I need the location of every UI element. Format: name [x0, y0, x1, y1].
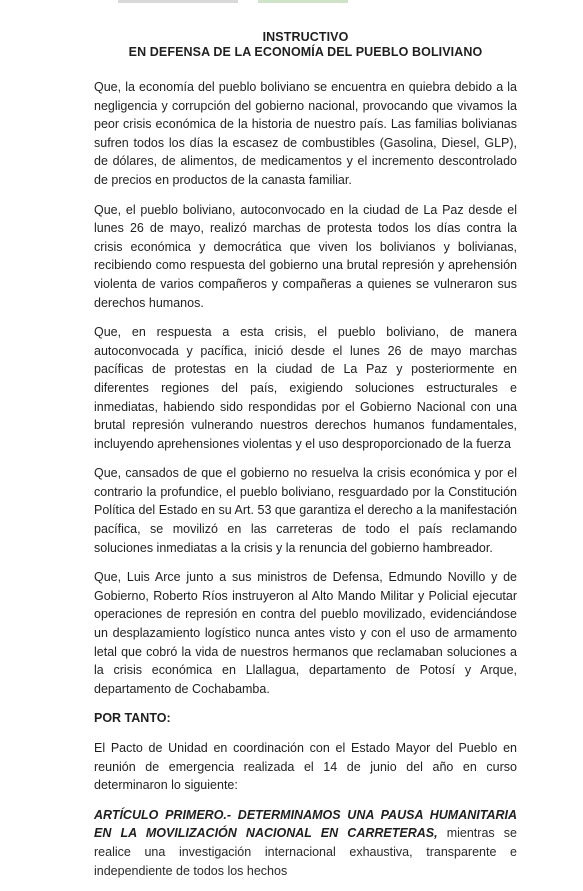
paragraph-4: Que, cansados de que el gobierno no resuelva la crisis económica y por el contrario la profundice, el pueblo boliviano, resguardado por la Constitución Política del Estado en su Art. 53 que garantiza el derecho a la manifestación pacífica, se movilizó en las carreteras de todo el país reclamando soluciones inmediatas a la crisis y la renuncia del gobierno hambreador.: [94, 466, 517, 555]
header-fragment: [258, 0, 348, 3]
article-1-heading: ARTÍCULO PRIMERO.- DETERMINAMOS UNA PAUSA HUMANITARIA EN LA MOVILIZACIÓN NACIONAL EN CARRETERAS,: [94, 807, 517, 841]
article-1: [94, 806, 517, 880]
paragraph-3: Que, en respuesta a esta crisis, el pueblo boliviano, de manera autoconvocada y pacífica, inició desde el lunes 26 de mayo marchas pacíficas de protestas en la ciudad de La Paz y posteriormente en diferentes regiones del país, exigiendo soluciones estructurales e inmediatas, habiendo sido respondidas por el Gobierno Nacional con una brutal represión vulnerando nuestros derechos humanos fundamentales, incluyendo aprehensiones violentas y el uso desproporcionado de la fuerza: [94, 325, 517, 451]
paragraph-2: Que, el pueblo boliviano, autoconvocado en la ciudad de La Paz desde el lunes 26 de mayo, realizó marchas de protesta todos los días contra la crisis económica y democrática que viven los bolivianos y bolivianas, recibiendo como respuesta del gobierno una brutal represión y aprehensión violenta de varios compañeros y compañeras a quienes se vulneraron sus derechos humanos.: [94, 202, 517, 310]
top-header-strip: [0, 0, 583, 8]
header-fragment: [118, 0, 238, 3]
document-title: INSTRUCTIVO: [262, 30, 349, 44]
document-page: [94, 30, 517, 891]
paragraph-5: Que, Luis Arce junto a sus ministros de Defensa, Edmundo Novillo y de Gobierno, Roberto Ríos instruyeron al Alto Mando Militar y Policial ejecutar operaciones de represión en contra del pueblo movilizado, evidenciándose un desplazamiento logístico nunca antes visto y con el uso de armamento letal que cobró la vida de nuestros hermanos que reclamaban soluciones a la crisis económica en Llallagua, departamento de Potosí y Arque, departamento de Cochabamba.: [94, 570, 517, 696]
article-1-text: mientras se realice una investigación internacional exhaustiva, transparente e independiente de todos los hechos: [94, 826, 517, 878]
document-subtitle: EN DEFENSA DE LA ECONOMÍA DEL PUEBLO BOLIVIANO: [128, 45, 483, 59]
por-tanto-heading: POR TANTO:: [94, 711, 171, 726]
paragraph-1: Que, la economía del pueblo boliviano se encuentra en quiebra debido a la negligencia y corrupción del gobierno nacional, provocando que vivamos la peor crisis económica de la historia de nuestro país. Las familias bolivianas sufren todos los días la escasez de combustibles (Gasolina, Diesel, GLP), de dólares, de alimentos, de medicamentos y el incremento descontrolado de precios en productos de la canasta familiar.: [94, 80, 517, 187]
resolution-intro: El Pacto de Unidad en coordinación con el Estado Mayor del Pueblo en reunión de emergencia realizada el 14 de junio del año en curso determinaron lo siguiente:: [94, 741, 517, 793]
